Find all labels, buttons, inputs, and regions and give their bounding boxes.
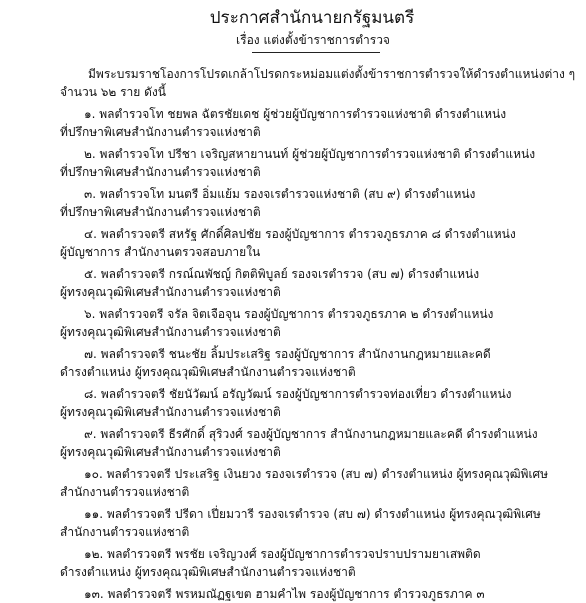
appointment-entry [60,505,556,541]
entry-line-1: ๑. พลตำรวจโท ชยพล ฉัตรชัยเดช ผู้ช่วยผู้บัญชาการตำรวจแห่งชาติ ดำรงตำแหน่ง [84,107,507,121]
appointment-entry [60,225,556,261]
appointment-entry [60,105,556,141]
entry-line-2: ผู้บัญชาการ สำนักงานตรวจสอบภายใน [60,245,261,259]
entry-line-2: ที่ปรึกษาพิเศษสำนักงานตำรวจแห่งชาติ [60,205,261,219]
appointment-entry [60,585,556,603]
entry-line-1: ๙. พลตำรวจตรี ธีรศักดิ์ สุริวงศ์ รองผู้บัญชาการ สำนักงานกฎหมายและคดี ดำรงตำแหน่ง [84,427,538,441]
entry-line-2: ที่ปรึกษาพิเศษสำนักงานตำรวจแห่งชาติ [60,165,261,179]
intro-line-2: จำนวน ๖๒ ราย ดังนี้ [60,85,166,99]
entry-line-1: ๒. พลตำรวจโท ปรีชา เจริญสหายานนท์ ผู้ช่วยผู้บัญชาการตำรวจแห่งชาติ ดำรงตำแหน่ง [84,147,536,161]
appointment-entry [60,185,556,221]
appointment-entry [60,385,556,421]
appointment-entry [60,145,556,181]
entry-line-1: ๔. พลตำรวจตรี สหรัฐ ศักดิ์ศิลปชัย รองผู้บัญชาการ ตำรวจภูธรภาค ๘ ดำรงตำแหน่ง [84,227,516,241]
appointment-entry [60,465,556,501]
entry-line-2: ผู้ทรงคุณวุฒิพิเศษสำนักงานตำรวจแห่งชาติ [60,445,281,459]
entry-line-2: ผู้ทรงคุณวุฒิพิเศษสำนักงานตำรวจแห่งชาติ [60,405,281,419]
appointment-list [60,105,556,603]
appointment-entry [60,345,556,381]
appointment-entry [60,305,556,341]
entry-line-2: สำนักงานตำรวจแห่งชาติ [60,525,190,539]
entry-line-2: ดำรงตำแหน่ง ผู้ทรงคุณวุฒิพิเศษสำนักงานตำรวจแห่งชาติ [60,565,356,579]
entry-line-2: ผู้ทรงคุณวุฒิพิเศษสำนักงานตำรวจแห่งชาติ [60,325,281,339]
entry-line-2: ดำรงตำแหน่ง ผู้ทรงคุณวุฒิพิเศษสำนักงานตำรวจแห่งชาติ [60,365,356,379]
appointment-entry [60,265,556,301]
entry-line-1: ๗. พลตำรวจตรี ชนะชัย ลิ้มประเสริฐ รองผู้บัญชาการ สำนักงานกฎหมายและคดี [84,347,491,361]
appointment-entry [60,545,556,581]
entry-line-1: ๑๑. พลตำรวจตรี ปรีดา เปี่ยมวารี รองจเรตำรวจ (สบ ๗) ดำรงตำแหน่ง ผู้ทรงคุณวุฒิพิเศษ [84,507,541,521]
document-subject: เรื่อง แต่งตั้งข้าราชการตำรวจ [236,33,390,47]
document-title: ประกาศสำนักนายกรัฐมนตรี [209,8,415,28]
appointment-entry [60,425,556,461]
entry-line-1: ๘. พลตำรวจตรี ชัยนัวัฒน์ อรัญวัฒน์ รองผู้บัญชาการตำรวจท่องเที่ยว ดำรงตำแหน่ง [84,387,512,401]
intro-paragraph [60,65,576,101]
entry-line-1: ๑๓. พลตำรวจตรี พรหมณัฏฐเขต ฮามคำไพ รองผู้บัญชาการ ตำรวจภูธรภาค ๓ [84,587,485,601]
subject-underline [252,52,380,53]
entry-line-2: ที่ปรึกษาพิเศษสำนักงานตำรวจแห่งชาติ [60,125,261,139]
intro-line-1: มีพระบรมราชโองการโปรดเกล้าโปรดกระหม่อมแต่งตั้งข้าราชการตำรวจให้ดำรงตำแหน่งต่าง ๆ [88,67,576,81]
entry-line-2: ผู้ทรงคุณวุฒิพิเศษสำนักงานตำรวจแห่งชาติ [60,285,281,299]
entry-line-1: ๑๐. พลตำรวจตรี ประเสริฐ เงินยวง รองจเรตำรวจ (สบ ๗) ดำรงตำแหน่ง ผู้ทรงคุณวุฒิพิเศษ [84,467,549,481]
entry-line-2: สำนักงานตำรวจแห่งชาติ [60,485,190,499]
entry-line-1: ๖. พลตำรวจตรี จรัล จิตเจือจุน รองผู้บัญชาการ ตำรวจภูธรภาค ๒ ดำรงตำแหน่ง [84,307,494,321]
entry-line-1: ๕. พลตำรวจตรี กรณ์ณพัชญ์ กิตติพิบูลย์ รองจเรตำรวจ (สบ ๗) ดำรงตำแหน่ง [84,267,480,281]
entry-line-1: ๑๒. พลตำรวจตรี พรชัย เจริญวงศ์ รองผู้บัญชาการตำรวจปราบปรามยาเสพติด [84,547,481,561]
entry-line-1: ๓. พลตำรวจโท มนตรี อิ่มแย้ม รองจเรตำรวจแห่งชาติ (สบ ๙) ดำรงตำแหน่ง [84,187,476,201]
